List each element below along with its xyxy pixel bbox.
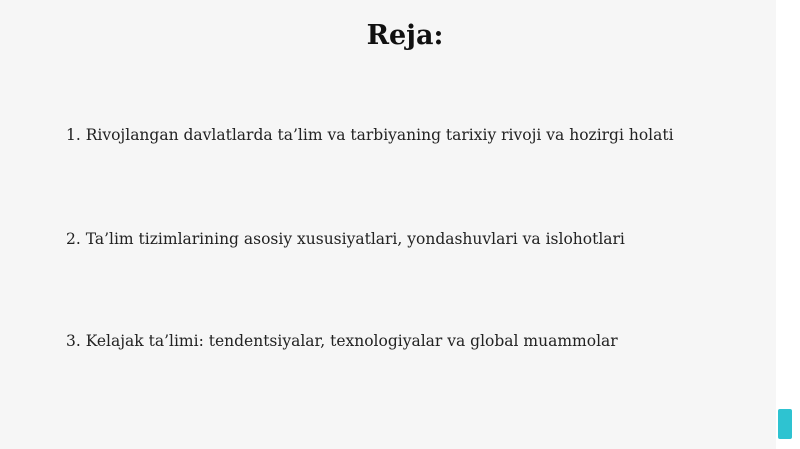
slide-title: Reja: xyxy=(366,20,444,51)
scrollbar-track[interactable] xyxy=(776,0,800,449)
plan-item: 2. Ta’lim tizimlarining asosiy xususiyatlari, yondashuvlari va islohotlari xyxy=(66,230,625,248)
scrollbar-thumb[interactable] xyxy=(778,409,792,439)
plan-item: 3. Kelajak ta’limi: tendentsiyalar, texnologiyalar va global muammolar xyxy=(66,332,618,350)
plan-item: 1. Rivojlangan davlatlarda ta’lim va tarbiyaning tarixiy rivoji va hozirgi holati xyxy=(66,126,674,144)
